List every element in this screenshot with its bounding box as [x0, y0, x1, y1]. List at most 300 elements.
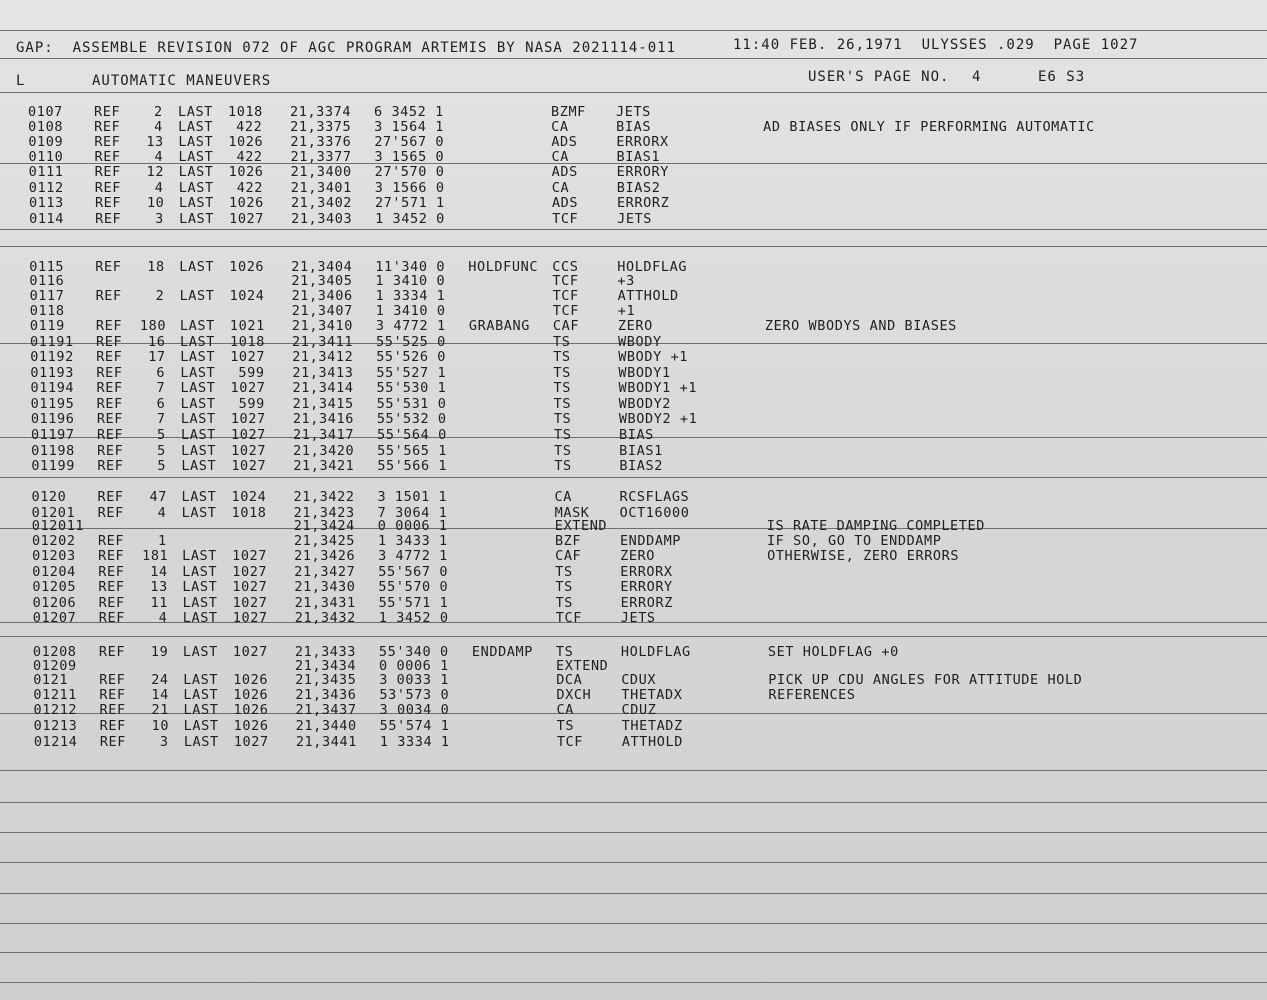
row-line: 01206	[32, 595, 77, 611]
row-op: BZF	[554, 533, 582, 549]
ruled-line	[0, 636, 1267, 637]
ruled-line	[0, 770, 1267, 771]
row-addr: 21,3421	[293, 458, 355, 474]
row-last: LAST	[178, 149, 214, 165]
row-ref: REF	[97, 427, 124, 443]
row-refn: 4	[154, 149, 164, 165]
ruled-line	[0, 982, 1267, 983]
row-last: LAST	[182, 595, 218, 611]
row-word: 53'573 0	[379, 687, 450, 703]
row-lastn: 1026	[228, 164, 264, 180]
row-lastn: 1027	[232, 595, 268, 611]
row-addr: 21,3434	[295, 658, 357, 674]
row-last: LAST	[183, 734, 219, 750]
row-word: 55'571 1	[378, 595, 449, 611]
row-op: TS	[553, 365, 571, 381]
row-ref: REF	[98, 564, 125, 580]
users-page-number: 4	[972, 69, 982, 85]
section-code: E6 S3	[1038, 69, 1086, 85]
row-op: TS	[555, 595, 574, 611]
row-lastn: 1027	[232, 548, 268, 564]
row-refn: 11	[150, 595, 169, 611]
row-addr: 21,3440	[295, 718, 357, 734]
row-op: TS	[553, 334, 571, 350]
row-refn: 7	[156, 380, 166, 396]
row-addr: 21,3430	[294, 579, 356, 595]
row-operand: RCSFLAGS	[619, 489, 690, 505]
row-operand: HOLDFLAG	[617, 259, 688, 275]
row-comment: IS RATE DAMPING COMPLETED	[766, 518, 985, 534]
row-operand: ERRORY	[616, 164, 669, 180]
row-line: 0116	[29, 273, 65, 289]
row-word: 27'571 1	[374, 195, 445, 211]
ruled-line	[0, 229, 1267, 230]
row-op: CAF	[552, 318, 580, 334]
row-refn: 2	[155, 288, 165, 304]
ruled-line	[0, 246, 1267, 247]
row-line: 01208	[32, 644, 77, 660]
row-lastn: 1018	[231, 505, 267, 521]
row-refn: 6	[156, 365, 166, 381]
ruled-line	[0, 477, 1267, 478]
row-last: LAST	[183, 672, 219, 688]
row-ref: REF	[98, 548, 125, 564]
row-addr: 21,3436	[295, 687, 357, 703]
row-lastn: 1018	[228, 104, 263, 120]
row-operand: ZERO	[620, 548, 656, 564]
row-line: 01196	[30, 411, 75, 427]
row-addr: 21,3425	[293, 533, 356, 549]
row-lastn: 599	[238, 365, 265, 381]
row-operand: BIAS2	[619, 458, 663, 474]
row-refn: 17	[148, 349, 166, 365]
row-operand: THETADX	[621, 687, 683, 703]
row-last: LAST	[179, 318, 215, 334]
row-op: CA	[554, 489, 572, 505]
row-last: LAST	[181, 505, 217, 521]
row-lastn: 1027	[229, 211, 265, 227]
row-refn: 6	[156, 396, 166, 412]
row-ref: REF	[99, 718, 126, 734]
row-ref: REF	[94, 180, 121, 196]
row-op: CA	[551, 119, 569, 135]
row-operand: JETS	[617, 211, 653, 227]
row-word: 3 1501 1	[377, 489, 448, 505]
row-addr: 21,3374	[290, 104, 352, 120]
row-ref: REF	[96, 365, 123, 381]
row-operand: BIAS1	[619, 443, 663, 459]
row-ref: REF	[99, 687, 126, 703]
ruled-line	[0, 893, 1267, 894]
row-line: 0113	[28, 195, 64, 211]
row-operand: WBODY1	[618, 365, 671, 381]
row-op: TS	[555, 579, 573, 595]
row-ref: REF	[97, 505, 124, 521]
row-addr: 21,3437	[295, 702, 357, 718]
row-refn: 4	[157, 505, 167, 521]
row-operand: ERRORX	[616, 134, 669, 150]
row-operand: JETS	[616, 104, 651, 120]
row-last: LAST	[178, 134, 214, 150]
row-last: LAST	[179, 211, 215, 227]
row-line: 01203	[32, 548, 76, 564]
row-last: LAST	[178, 104, 213, 120]
row-word: 6 3452 1	[374, 104, 444, 120]
ruled-line	[0, 58, 1267, 59]
row-word: 0 0006 1	[379, 658, 449, 674]
row-word: 3 0034 0	[379, 702, 450, 718]
row-refn: 5	[157, 443, 166, 459]
row-op: TCF	[552, 288, 579, 304]
row-ref: REF	[98, 579, 125, 595]
row-ref: REF	[94, 134, 121, 150]
row-word: 55'574 1	[379, 718, 450, 734]
row-word: 55'567 0	[378, 564, 449, 580]
row-line: 01195	[30, 396, 75, 412]
row-ref: REF	[96, 334, 123, 350]
row-line: 01197	[31, 427, 75, 443]
row-addr: 21,3377	[290, 149, 352, 165]
row-op: CA	[551, 180, 570, 196]
row-lastn: 1027	[232, 579, 268, 595]
row-last: LAST	[181, 458, 217, 474]
row-refn: 21	[151, 702, 169, 718]
row-op: TS	[553, 411, 572, 427]
row-last: LAST	[180, 396, 216, 412]
row-word: 55'527 1	[376, 365, 447, 381]
row-line: 0109	[28, 134, 64, 150]
row-operand: ERRORX	[620, 564, 673, 580]
row-op: TCF	[552, 211, 579, 227]
row-word: 3 4772 1	[378, 548, 448, 564]
row-lastn: 1027	[231, 458, 267, 474]
row-addr: 21,3404	[291, 259, 353, 275]
row-line: 0108	[28, 119, 64, 135]
row-addr: 21,3401	[290, 180, 352, 196]
row-ref: REF	[94, 104, 121, 120]
row-ref: REF	[97, 458, 124, 474]
row-addr: 21,3427	[294, 564, 356, 580]
row-ref: REF	[98, 595, 125, 611]
row-op: EXTEND	[554, 518, 608, 534]
row-word: 55'531 0	[376, 396, 447, 412]
row-refn: 24	[151, 672, 169, 688]
row-line: 01193	[30, 365, 74, 381]
row-lastn: 1021	[229, 318, 265, 334]
row-line: 01191	[30, 334, 74, 350]
row-line: 0120	[31, 489, 67, 505]
row-refn: 5	[157, 427, 166, 443]
row-word: 55'525 0	[376, 334, 446, 350]
row-lastn: 422	[236, 180, 263, 196]
row-operand: ENDDAMP	[619, 533, 682, 549]
row-lastn: 1024	[229, 288, 265, 304]
row-ref: REF	[94, 149, 121, 165]
row-ref: REF	[96, 396, 123, 412]
row-operand: WBODY +1	[618, 349, 689, 365]
row-line: 01213	[33, 718, 78, 734]
row-ref: REF	[98, 610, 125, 626]
row-ref: REF	[97, 489, 124, 505]
row-addr: 21,3402	[290, 195, 353, 211]
row-operand: BIAS	[619, 427, 654, 443]
row-addr: 21,3407	[291, 303, 353, 319]
row-ref: REF	[95, 288, 122, 304]
row-refn: 13	[150, 579, 168, 595]
row-op: CA	[551, 149, 569, 165]
row-addr: 21,3414	[292, 380, 354, 396]
row-lastn: 1027	[230, 349, 266, 365]
row-refn: 47	[149, 489, 167, 505]
row-addr: 21,3432	[294, 610, 356, 626]
row-word: 1 3410 0	[375, 303, 446, 319]
row-op: DXCH	[556, 687, 592, 703]
row-refn: 10	[151, 718, 170, 734]
row-refn: 4	[158, 610, 168, 626]
row-ref: REF	[99, 672, 126, 688]
row-ref: REF	[94, 195, 122, 211]
row-ref: REF	[94, 119, 121, 135]
row-operand: HOLDFLAG	[620, 644, 691, 660]
row-addr: 21,3416	[292, 411, 354, 427]
row-word: 55'564 0	[377, 427, 447, 443]
row-refn: 14	[150, 564, 168, 580]
row-last: LAST	[182, 564, 218, 580]
row-line: 0119	[29, 318, 65, 334]
row-addr: 21,3433	[294, 644, 356, 660]
row-operand: WBODY1 +1	[618, 380, 698, 396]
header-title-line: GAP: ASSEMBLE REVISION 072 OF AGC PROGRAM ARTEMIS BY NASA 2021114-011	[16, 40, 677, 56]
row-operand: WBODY2 +1	[618, 411, 698, 427]
row-addr: 21,3411	[292, 334, 354, 350]
row-op: MASK	[554, 505, 590, 521]
row-word: 27'567 0	[374, 134, 445, 150]
row-addr: 21,3422	[293, 489, 355, 505]
row-op: TS	[554, 458, 572, 474]
row-lastn: 1027	[232, 610, 268, 626]
row-addr: 21,3410	[291, 318, 353, 334]
row-last: LAST	[178, 164, 214, 180]
row-ref: REF	[96, 349, 123, 365]
row-ref: REF	[99, 702, 126, 718]
row-operand: WBODY2	[618, 396, 672, 412]
row-last: LAST	[181, 427, 216, 443]
row-word: 1 3452 0	[375, 211, 445, 227]
row-line: 0112	[28, 180, 64, 196]
row-lastn: 1027	[230, 411, 266, 427]
row-ref: REF	[95, 211, 122, 227]
row-last: LAST	[180, 334, 215, 350]
section-letter: L	[16, 73, 26, 89]
ruled-line	[0, 30, 1267, 31]
row-op: TS	[553, 396, 572, 412]
row-label: HOLDFUNC	[468, 259, 539, 275]
row-addr: 21,3424	[293, 518, 355, 534]
row-refn: 14	[151, 687, 169, 703]
row-last: LAST	[180, 380, 216, 396]
row-last: LAST	[180, 365, 216, 381]
row-last: LAST	[182, 644, 218, 660]
row-ref: REF	[99, 734, 127, 750]
row-lastn: 1026	[233, 687, 269, 703]
row-ref: REF	[97, 533, 125, 549]
row-lastn: 1027	[231, 427, 266, 443]
ruled-line	[0, 832, 1267, 833]
row-op: TCF	[556, 734, 584, 750]
row-word: 1 3334 1	[375, 288, 446, 304]
row-op: TS	[554, 427, 572, 443]
row-addr: 21,3420	[293, 443, 355, 459]
row-last: LAST	[179, 288, 215, 304]
row-refn: 181	[142, 548, 169, 564]
row-operand: ATTHOLD	[621, 734, 683, 750]
row-op: TS	[556, 718, 575, 734]
row-lastn: 1027	[231, 443, 267, 459]
users-page-label: USER'S PAGE NO.	[808, 69, 950, 85]
row-line: 01214	[33, 734, 78, 750]
row-operand: BIAS	[616, 119, 652, 135]
row-refn: 18	[147, 259, 165, 275]
row-addr: 21,3412	[292, 349, 354, 365]
row-operand: CDUZ	[621, 702, 657, 718]
row-addr: 21,3400	[290, 164, 352, 180]
row-lastn: 1024	[231, 489, 267, 505]
row-refn: 180	[139, 318, 167, 334]
row-addr: 21,3413	[292, 365, 354, 381]
row-word: 55'570 0	[378, 579, 449, 595]
row-refn: 10	[146, 195, 165, 211]
row-refn: 4	[154, 180, 164, 196]
row-addr: 21,3405	[291, 273, 353, 289]
row-op: TS	[554, 443, 572, 459]
row-lastn: 599	[238, 396, 265, 412]
row-word: 0 0006 1	[377, 518, 448, 534]
row-refn: 12	[146, 164, 165, 180]
row-operand: ERRORZ	[616, 195, 670, 211]
row-op: ADS	[551, 195, 579, 211]
row-operand: BIAS2	[616, 180, 661, 196]
row-word: 55'530 1	[376, 380, 447, 396]
row-word: 3 1565 0	[374, 149, 445, 165]
row-last: LAST	[182, 610, 218, 626]
row-line: 0114	[29, 211, 65, 227]
row-op: BZMF	[551, 104, 586, 120]
row-operand: +1	[617, 303, 636, 319]
row-operand: ERRORY	[620, 579, 673, 595]
row-last: LAST	[178, 195, 214, 211]
row-addr: 21,3426	[294, 548, 356, 564]
row-comment: SET HOLDFLAG +0	[767, 644, 899, 660]
row-op: CA	[556, 702, 574, 718]
row-operand: ATTHOLD	[617, 288, 679, 304]
ruled-line	[0, 528, 1267, 529]
row-last: LAST	[180, 349, 216, 365]
row-last: LAST	[183, 702, 219, 718]
row-operand: ZERO	[617, 318, 653, 334]
row-word: 1 3334 1	[379, 734, 450, 750]
row-line: 01211	[33, 687, 77, 703]
row-word: 11'340 0	[375, 259, 446, 275]
row-line: 0110	[28, 149, 64, 165]
row-line: 0117	[29, 288, 65, 304]
row-ref: REF	[94, 164, 121, 180]
row-word: 55'526 0	[376, 349, 447, 365]
row-word: 55'340 0	[378, 644, 449, 660]
row-last: LAST	[183, 687, 219, 703]
row-lastn: 1026	[228, 134, 264, 150]
row-operand: BIAS1	[616, 149, 661, 165]
row-word: 55'566 1	[377, 458, 448, 474]
row-line: 01199	[31, 458, 75, 474]
row-ref: REF	[97, 443, 124, 459]
row-word: 1 3452 0	[378, 610, 449, 626]
row-last: LAST	[183, 718, 219, 734]
row-line: 01201	[31, 505, 76, 521]
row-lastn: 1027	[232, 644, 268, 660]
row-refn: 5	[157, 458, 167, 474]
row-comment: AD BIASES ONLY IF PERFORMING AUTOMATIC	[763, 119, 1095, 135]
row-line: 01207	[32, 610, 77, 626]
row-comment: IF SO, GO TO ENDDAMP	[766, 533, 942, 549]
row-operand: WBODY	[618, 334, 662, 350]
row-word: 1 3433 1	[377, 533, 448, 549]
row-addr: 21,3406	[291, 288, 353, 304]
row-operand: OCT16000	[619, 505, 690, 521]
row-comment: PICK UP CDU ANGLES FOR ATTITUDE HOLD	[768, 672, 1083, 688]
row-comment: REFERENCES	[768, 687, 856, 703]
ruled-line	[0, 92, 1267, 93]
row-word: 3 4772 1	[375, 318, 446, 334]
row-word: 3 1564 1	[374, 119, 444, 135]
ruled-line	[0, 923, 1267, 924]
row-addr: 21,3431	[294, 595, 356, 611]
row-line: 0115	[29, 259, 65, 275]
row-line: 01192	[30, 349, 74, 365]
row-refn: 1	[157, 533, 167, 549]
row-refn: 19	[150, 644, 169, 660]
row-ref: REF	[95, 259, 122, 275]
row-addr: 21,3415	[292, 396, 354, 412]
row-refn: 2	[154, 104, 163, 120]
row-operand: THETADZ	[621, 718, 683, 734]
row-ref: REF	[96, 411, 124, 427]
row-line: 01212	[33, 702, 78, 718]
row-lastn: 1026	[233, 672, 269, 688]
row-op: TS	[555, 644, 574, 660]
row-word: 3 0033 1	[379, 672, 450, 688]
row-op: CAF	[555, 548, 582, 564]
ruled-line	[0, 802, 1267, 803]
row-last: LAST	[182, 548, 218, 564]
row-word: 7 3064 1	[377, 505, 448, 521]
row-lastn: 1027	[230, 380, 266, 396]
row-ref: REF	[95, 318, 123, 334]
row-lastn: 1018	[230, 334, 265, 350]
row-ref: REF	[98, 644, 126, 660]
row-refn: 3	[155, 211, 164, 227]
row-refn: 3	[159, 734, 169, 750]
row-line: 01204	[32, 564, 76, 580]
row-last: LAST	[178, 180, 214, 196]
row-op: CCS	[552, 259, 579, 275]
row-addr: 21,3403	[291, 211, 353, 227]
row-addr: 21,3375	[290, 119, 352, 135]
row-addr: 21,3417	[293, 427, 355, 443]
ruled-line	[0, 862, 1267, 863]
row-lastn: 422	[236, 119, 263, 135]
row-op: TS	[553, 349, 571, 365]
row-addr: 21,3435	[295, 672, 357, 688]
